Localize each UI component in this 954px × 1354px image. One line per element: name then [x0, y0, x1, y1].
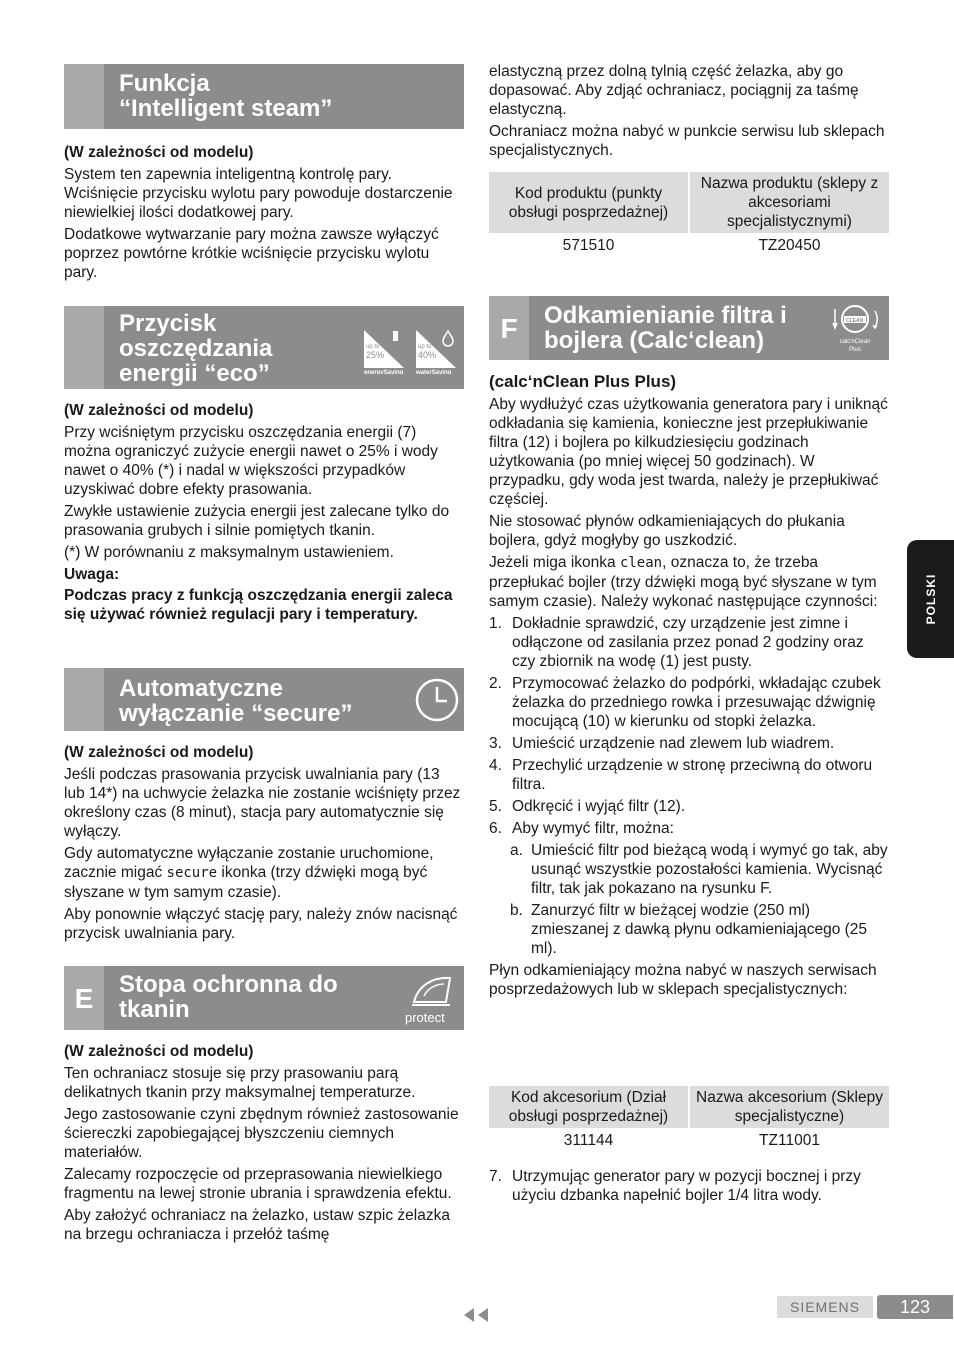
svg-text:40%: 40%	[418, 350, 437, 360]
list-item	[489, 756, 889, 794]
paragraph: System ten zapewnia inteligentną kontrolę pary. Wciśnięcie przycisku wylotu pary powoduje dostarczenie niewielkiej ilości dodatkowej pary.	[64, 166, 453, 221]
list-item	[489, 734, 889, 753]
section-body-intelligent-steam	[64, 143, 464, 285]
section-title	[119, 972, 338, 1022]
paragraph: elastyczną przez dolną tylnią część żelazka, aby go dopasować. Aby zdjąć ochraniacz, pociągnij za taśmę elastyczną.	[489, 63, 859, 118]
secure-display-icon: secure	[166, 865, 218, 881]
language-label: POLSKI	[923, 573, 938, 625]
step-text: Przechylić urządzenie w stronę przeciwną do otworu filtra.	[512, 757, 873, 793]
step-number: 7.	[489, 1168, 502, 1185]
table-cell: 311144	[563, 1132, 614, 1149]
svg-text:up to: up to	[366, 344, 380, 350]
paragraph	[489, 553, 889, 611]
protect-continued	[489, 62, 889, 163]
paragraph: Ochraniacz można nabyć w punkcie serwisu lub sklepach specjalistycznych.	[489, 123, 885, 159]
iron-protect-icon	[402, 972, 460, 1031]
energy-saving-icon	[362, 328, 406, 379]
list-item	[489, 841, 889, 898]
section-title	[119, 71, 332, 121]
table-row	[489, 1128, 889, 1153]
svg-text:protect: protect	[405, 1010, 445, 1025]
title-line: energii “eco”	[119, 360, 270, 387]
list-item	[489, 797, 889, 816]
svg-text:waterSaving: waterSaving	[416, 370, 452, 374]
table-header-cell: Nazwa akcesorium (Sklepy specjalistyczne)	[690, 1086, 889, 1128]
text: , oznacza to, że trzeba przepłukać bojler (trzy dźwięki mogą być słyszane w tym samym czasie). Należy wykonać następujące czynności:	[489, 554, 878, 610]
section-tab	[489, 296, 529, 360]
paragraph: Zwykłe ustawienie zużycia energii jest zalecane tylko do prasowania grubych i silnie pomiętych tkanin.	[64, 503, 450, 539]
section-title	[544, 303, 787, 353]
table-cell: TZ11001	[759, 1132, 820, 1149]
step-number: a.	[510, 842, 523, 859]
svg-text:Plus: Plus	[849, 347, 861, 353]
section-header-protect	[64, 966, 464, 1030]
water-saving-icon	[414, 328, 458, 379]
subtitle: (calc‘nClean Plus Plus)	[489, 372, 677, 391]
svg-text:up to: up to	[418, 344, 432, 350]
steps-list	[489, 614, 889, 838]
svg-text:25%: 25%	[366, 350, 385, 360]
svg-text:energySaving: energySaving	[364, 370, 404, 374]
paragraph: Aby założyć ochraniacz na żelazko, ustaw szpic żelazka na brzegu ochraniacza i przełóż taśmę	[64, 1207, 450, 1243]
product-table-wrap	[489, 172, 889, 258]
note-label: Uwaga:	[64, 566, 120, 583]
paragraph: (*) W porównaniu z maksymalnym ustawieniem.	[64, 544, 394, 561]
step-number: 2.	[489, 675, 502, 692]
text: ikonka (trzy dźwięki mogą być słyszane w tym samym czasie).	[64, 864, 428, 901]
note-text: Podczas pracy z funkcją oszczędzania energii zaleca się używać również regulacji pary i temperatury.	[64, 587, 453, 623]
step-text: Utrzymując generator pary w pozycji bocznej i przy użyciu dzbanka napełnić bojler 1/4 litra wody.	[512, 1168, 861, 1204]
title-line: Stopa ochronna do	[119, 971, 338, 998]
step-text: Aby wymyć filtr, można:	[512, 820, 674, 837]
clock-icon	[414, 677, 460, 728]
paragraph: Dodatkowe wytwarzanie pary można zawsze wyłączyć poprzez powtórne krótkie wciśnięcie przycisku wylotu pary.	[64, 226, 439, 281]
step-text: Umieścić urządzenie nad zlewem lub wiadrem.	[512, 735, 835, 752]
section-body-eco	[64, 401, 464, 627]
title-line: Odkamienianie filtra i	[544, 302, 787, 329]
section-tab	[64, 64, 104, 129]
title-line: bojlera (Calc‘clean)	[544, 327, 765, 354]
accessory-table	[487, 1086, 891, 1153]
table-header-row	[489, 172, 889, 233]
accessory-table-wrap	[489, 1086, 889, 1153]
svg-text:CLEAN: CLEAN	[846, 318, 864, 324]
step-number: 3.	[489, 735, 502, 752]
substeps-list	[489, 841, 889, 958]
section-header-calc-clean	[489, 296, 889, 360]
brand-label: SIEMENS	[777, 1296, 873, 1318]
title-line: Przycisk	[119, 310, 217, 337]
paragraph: Zalecamy rozpoczęcie od przeprasowania niewielkiego fragmentu na lewej stronie ubrania i sprawdzenia efektu.	[64, 1166, 452, 1202]
paragraph: Nie stosować płynów odkamieniających do płukania bojlera, gdyż mogłyby go uszkodzić.	[489, 513, 845, 549]
model-note: (W zależności od modelu)	[64, 1043, 254, 1060]
list-item	[489, 614, 889, 671]
section-tab	[64, 306, 104, 389]
back-arrows-icon	[463, 1307, 491, 1328]
product-table	[487, 172, 891, 258]
section-letter: E	[74, 982, 94, 1014]
model-note: (W zależności od modelu)	[64, 744, 254, 761]
page-footer	[777, 1295, 953, 1319]
step-text: Odkręcić i wyjąć filtr (12).	[512, 798, 686, 815]
section-body-calc-clean	[489, 372, 889, 1002]
title-line: tkanin	[119, 996, 190, 1023]
title-line: oszczędzania	[119, 335, 273, 362]
paragraph: Jego zastosowanie czyni zbędnym również zastosowanie ściereczki zapobiegającej błyszczeniu ciemnych materiałów.	[64, 1106, 459, 1161]
step-number: 4.	[489, 757, 502, 774]
model-note: (W zależności od modelu)	[64, 144, 254, 161]
section-header-eco	[64, 306, 464, 389]
section-header-secure	[64, 668, 464, 731]
paragraph: Ten ochraniacz stosuje się przy prasowaniu parą delikatnych tkanin przy maksymalnej temperaturze.	[64, 1065, 416, 1101]
step-text: Przymocować żelazko do podpórki, wkładając czubek żelazka do przedniego rowka i przesuwając dźwignię mocującą (10) w kierunku od stopki żelazka.	[512, 675, 881, 730]
title-line: wyłączanie “secure”	[119, 700, 353, 727]
paragraph	[64, 844, 464, 902]
table-cell: 571510	[562, 237, 615, 254]
paragraph: Aby wydłużyć czas użytkowania generatora pary i uniknąć odkładania się kamienia, konieczne jest przepłukiwanie filtra (12) i bojlera po kilkudziesięciu godzinach użytkowania (po mniej więcej 50 godzinach). W przypadku, gdy woda jest twarda, należy je przepłukiwać częściej.	[489, 396, 888, 508]
text: Gdy automatyczne wyłączanie zostanie uruchomione, zacznie migać	[64, 845, 434, 881]
calc-clean-icon	[827, 301, 883, 362]
clean-display-icon: clean	[619, 555, 663, 571]
section-tab	[64, 668, 104, 731]
page-number: 123	[877, 1295, 953, 1319]
step-text: Dokładnie sprawdzić, czy urządzenie jest zimne i odłączone od zasilania przez ponad 2 godziny oraz czy zbiornik na wodę (1) jest pusty.	[512, 615, 864, 670]
step-seven-wrap	[489, 1167, 889, 1208]
step-number: b.	[510, 902, 523, 919]
language-side-tab	[907, 540, 954, 658]
step-number: 6.	[489, 820, 502, 837]
step-text: Zanurzyć filtr w bieżącej wodzie (250 ml) zmieszanej z dawką płynu odkamieniającego (25 ml).	[531, 902, 868, 957]
svg-text:calc'nClean: calc'nClean	[839, 339, 871, 345]
paragraph: Płyn odkamieniający można nabyć w naszych serwisach posprzedażowych lub w sklepach specjalistycznych:	[489, 962, 877, 998]
section-tab	[64, 966, 104, 1030]
step-text: Umieścić filtr pod bieżącą wodą i wymyć go tak, aby usunąć wszystkie pozostałości kamienia. Wycisnąć filtr, tak jak pokazano na rysunku F.	[531, 842, 888, 897]
paragraph: Przy wciśniętym przycisku oszczędzania energii (7) można ograniczyć zużycie energii nawet o 25% i wody nawet o 40% (*) i nadal w większości przypadków uzyskiwać dobre efekty prasowania.	[64, 424, 438, 498]
text: Jeżeli miga ikonka	[489, 554, 620, 571]
table-header-row	[489, 1086, 889, 1128]
section-header-intelligent-steam	[64, 64, 464, 129]
section-body-secure	[64, 743, 464, 946]
table-row	[489, 233, 889, 258]
section-title	[119, 311, 272, 386]
steps-list	[489, 1167, 889, 1205]
list-item	[489, 1167, 889, 1205]
step-number: 5.	[489, 798, 502, 815]
list-item	[489, 819, 889, 838]
model-note: (W zależności od modelu)	[64, 402, 254, 419]
title-line: Automatyczne	[119, 675, 284, 702]
section-letter: F	[500, 312, 518, 344]
paragraph: Jeśli podczas prasowania przycisk uwalniania pary (13 lub 14*) na uchwycie żelazka nie zostanie wciśnięty przez określony czas (8 minut), stacja pary automatycznie się wyłączy.	[64, 766, 461, 840]
table-header-cell: Kod akcesorium (Dział obsługi posprzedażnej)	[489, 1086, 688, 1128]
table-cell: TZ20450	[758, 237, 821, 254]
step-number: 1.	[489, 615, 502, 632]
paragraph: Aby ponownie włączyć stację pary, należy znów nacisnąć przycisk uwalniania pary.	[64, 906, 458, 942]
title-line: Funkcja	[119, 70, 210, 97]
table-header-cell: Nazwa produktu (sklepy z akcesoriami specjalistycznymi)	[690, 172, 889, 233]
title-line: “Intelligent steam”	[119, 95, 333, 122]
section-body-protect	[64, 1042, 464, 1247]
table-header-cell: Kod produktu (punkty obsługi posprzedażnej)	[489, 172, 688, 233]
list-item	[489, 901, 889, 958]
section-title	[119, 676, 352, 726]
list-item	[489, 674, 889, 731]
